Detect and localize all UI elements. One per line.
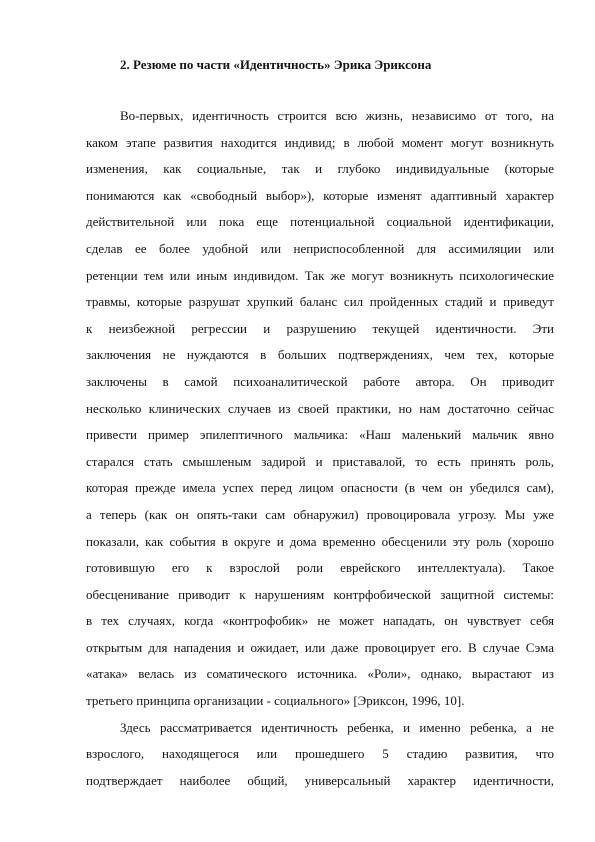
paragraph-line: которая прежде имела успех перед лицом опасности (в чем он убедился сам), (86, 480, 554, 496)
paragraph-line: старался стать смышленым задирой и приставалой, то есть принять роль, (86, 453, 554, 469)
paragraph-line: открытым для нападения и ожидает, или даже провоцирует его. В случае Сэма (86, 639, 554, 655)
paragraph-line: подтверждает наиболее общий, универсальный характер идентичности, (86, 772, 554, 788)
paragraph-line: а теперь (как он опять-таки сам обнаружил) провоцировала угрозу. Мы уже (86, 506, 554, 522)
paragraph-line: готовившую его к взрослой роли еврейского интеллектуала). Такое (86, 560, 554, 576)
paragraph-line: Во-первых, идентичность строится всю жизнь, независимо от того, на (120, 108, 554, 123)
paragraph-line: в тех случаях, когда «контрофобик» не может нападать, он чувствует себя (86, 613, 554, 629)
paragraph-line: понимаются как «свободный выбор»), которые изменят адаптивный характер (86, 187, 554, 203)
paragraph-line: заключены в самой психоаналитической работе автора. Он приводит (86, 373, 554, 389)
paragraph-line: третьего принципа организации - социального» [Эриксон, 1996, 10]. (86, 693, 465, 709)
paragraph-line: заключения не нуждаются в больших подтверждениях, чем тех, которые (86, 347, 554, 363)
paragraph-line: несколько клинических случаев из своей практики, но нам достаточно сейчас (86, 400, 554, 416)
paragraph-line: действительной или пока еще потенциальной социальной идентификации, (86, 214, 554, 230)
paragraph-line: «атака» велась из соматического источника. «Роли», однако, вырастают из (86, 666, 554, 682)
paragraph-line: взрослого, находящегося или прошедшего 5 стадию развития, что (86, 746, 554, 762)
paragraph-line: каком этапе развития находится индивид; в любой момент могут возникнуть (86, 134, 554, 150)
paragraph-line: ретенции тем или иным индивидом. Так же могут возникнуть психологические (86, 267, 554, 283)
paragraph-line: Здесь рассматривается идентичность ребенка, и именно ребенка, а не (120, 719, 554, 735)
paragraph-line: показали, как события в округе и дома временно обесценили эту роль (хорошо (86, 533, 554, 549)
paragraph-line: обесценивание приводит к нарушениям контрфобической защитной системы: (86, 586, 554, 602)
paragraph-line: травмы, которые разрушат хрупкий баланс сил пройденных стадий и приведут (86, 294, 554, 310)
paragraph-line: привести пример эпилептичного мальчика: «Наш маленький мальчик явно (86, 427, 554, 443)
section-heading: 2. Резюме по части «Идентичность» Эрика Эриксона (120, 57, 432, 72)
body-text (86, 103, 554, 794)
paragraph-line: к неизбежной регрессии и разрушению текущей идентичности. Эти (86, 320, 554, 336)
paragraph-line: изменения, как социальные, так и глубоко индивидуальные (которые (86, 161, 554, 177)
paragraph-line: сделав ее более удобной или неприспособленной для ассимиляции или (86, 240, 554, 256)
